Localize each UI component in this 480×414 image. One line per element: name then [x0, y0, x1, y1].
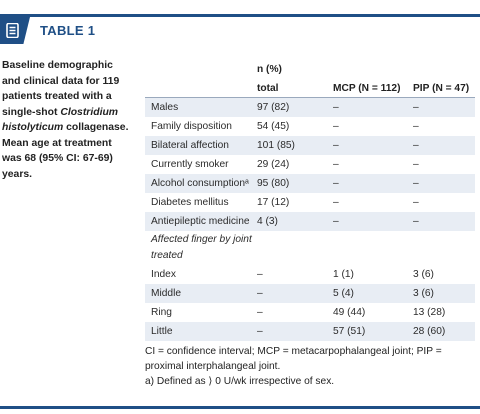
document-icon: [6, 23, 20, 38]
col-header-pip: PIP (N = 47): [413, 83, 470, 94]
table-row: [145, 136, 475, 155]
row-label: Alcohol consumptionᵃ: [151, 178, 249, 189]
group-header-row: [145, 60, 475, 79]
table-row: [145, 303, 475, 322]
cell-mcp: –: [333, 140, 339, 151]
data-table: [145, 60, 475, 341]
footnotes: [145, 344, 475, 389]
cell-total: –: [257, 326, 263, 337]
subheader-row: [145, 231, 475, 265]
cell-total: –: [257, 288, 263, 299]
table-row: [145, 265, 475, 284]
cell-pip: –: [413, 159, 419, 170]
footnote-abbreviations: CI = confidence interval; MCP = metacarpophalangeal joint; PIP = proximal interphalangeal joint.: [145, 346, 442, 372]
cell-pip: –: [413, 178, 419, 189]
row-label: Index: [151, 269, 176, 280]
cell-mcp: 5 (4): [333, 288, 354, 299]
cell-mcp: 57 (51): [333, 326, 366, 337]
cell-total: 95 (80): [257, 178, 290, 189]
cell-pip: 3 (6): [413, 269, 434, 280]
col-header-total: total: [257, 83, 279, 94]
cell-total: 54 (45): [257, 121, 290, 132]
cell-total: 17 (12): [257, 197, 290, 208]
table-badge: [0, 17, 30, 44]
row-label: Currently smoker: [151, 159, 229, 170]
cell-mcp: –: [333, 216, 339, 227]
row-label: Diabetes mellitus: [151, 197, 229, 208]
table-row: [145, 284, 475, 303]
table-row: [145, 174, 475, 193]
cell-pip: –: [413, 197, 419, 208]
row-label: Bilateral affection: [151, 140, 229, 151]
cell-pip: 28 (60): [413, 326, 446, 337]
cell-mcp: –: [333, 159, 339, 170]
subheader-label: Affected finger by joint treated: [151, 234, 252, 261]
cell-mcp: 1 (1): [333, 269, 354, 280]
cell-pip: –: [413, 102, 419, 113]
caption-species: Clostridium histolyticum: [2, 106, 119, 133]
table-caption: [2, 58, 130, 182]
bottom-rule: [0, 406, 480, 409]
cell-mcp: –: [333, 178, 339, 189]
row-label: Little: [151, 326, 173, 337]
cell-pip: 3 (6): [413, 288, 434, 299]
col-header-mcp: MCP (N = 112): [333, 83, 401, 94]
cell-mcp: –: [333, 121, 339, 132]
cell-mcp: –: [333, 102, 339, 113]
footnote-a: a) Defined as ⟩ 0 U/wk irrespective of sex.: [145, 376, 335, 387]
cell-pip: –: [413, 216, 419, 227]
group-header: n (%): [257, 64, 282, 75]
table-row: [145, 155, 475, 174]
table-title: TABLE 1: [40, 23, 96, 38]
cell-total: 4 (3): [257, 216, 278, 227]
cell-pip: –: [413, 140, 419, 151]
caption-text-2: collagenase. Mean age at treatment was 68 (95% CI: 67-69) years.: [2, 122, 129, 180]
cell-total: 29 (24): [257, 159, 290, 170]
table-body: [145, 98, 475, 231]
cell-mcp: 49 (44): [333, 307, 366, 318]
column-header-row: [145, 79, 475, 98]
cell-total: 97 (82): [257, 102, 290, 113]
cell-mcp: –: [333, 197, 339, 208]
table-row: [145, 117, 475, 136]
cell-total: –: [257, 307, 263, 318]
caption-text-1: Baseline demographic and clinical data for 119 patients treated with a single-shot: [2, 60, 120, 118]
cell-total: 101 (85): [257, 140, 295, 151]
top-rule: [0, 14, 480, 17]
row-label: Antiepileptic medicine: [151, 216, 250, 227]
row-label: Middle: [151, 288, 182, 299]
cell-pip: 13 (28): [413, 307, 446, 318]
row-label: Males: [151, 102, 179, 113]
table-row: [145, 322, 475, 341]
table-row: [145, 98, 475, 117]
table-row: [145, 193, 475, 212]
table-row: [145, 212, 475, 231]
row-label: Family disposition: [151, 121, 232, 132]
finger-table-body: [145, 265, 475, 341]
cell-pip: –: [413, 121, 419, 132]
cell-total: –: [257, 269, 263, 280]
row-label: Ring: [151, 307, 172, 318]
